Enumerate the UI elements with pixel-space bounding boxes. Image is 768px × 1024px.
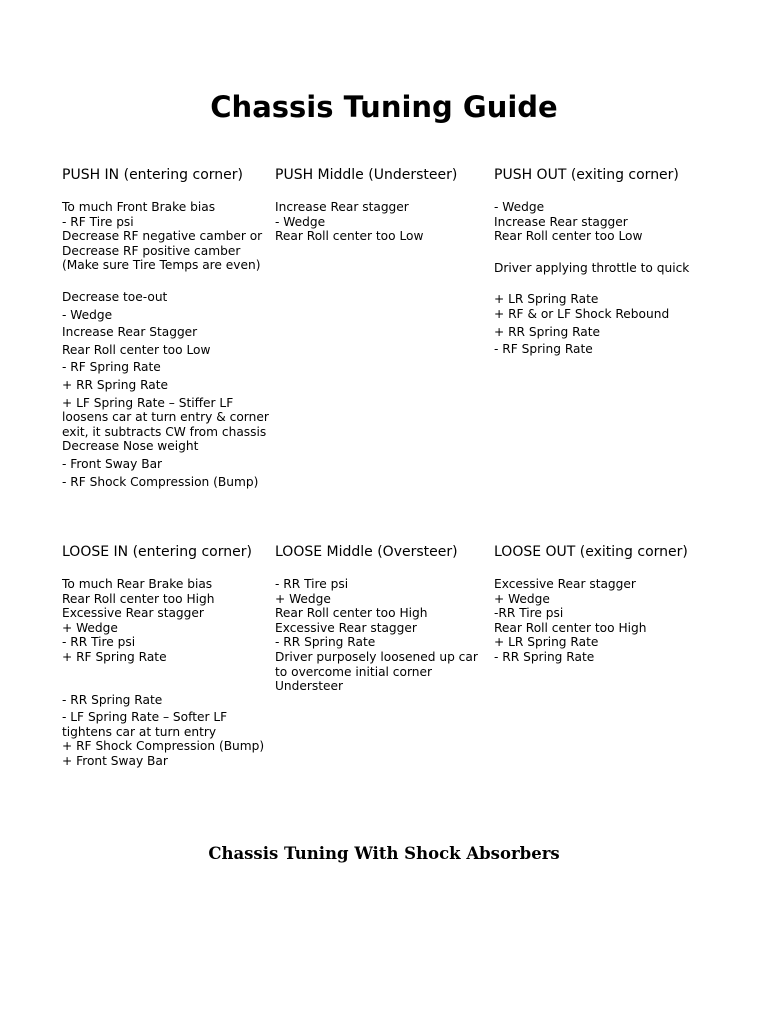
section-subtitle: Chassis Tuning With Shock Absorbers	[208, 844, 560, 863]
loose-in-entry: To much Rear Brake bias	[62, 577, 213, 591]
loose-in-entry: - RR Tire psi	[62, 635, 136, 650]
push-in-entry: + LF Spring Rate – Stiffer LF loosens car at turn entry & corner exit, it subtracts CW from chassis	[62, 395, 269, 439]
loose-out-entry: -RR Tire psi	[494, 606, 564, 621]
loose-out-heading: LOOSE OUT (exiting corner)	[494, 544, 688, 560]
push-in-column	[62, 166, 274, 489]
push-middle-entry: Rear Roll center too Low	[275, 229, 424, 244]
push-middle-entry: Increase Rear stagger	[275, 200, 409, 214]
loose-in-entry: + RF Spring Rate	[62, 649, 167, 664]
push-out-entry: + LR Spring Rate	[494, 292, 599, 307]
push-out-entry: Increase Rear stagger	[494, 214, 628, 229]
loose-in-entry: - LF Spring Rate – Softer LF tightens car at turn entry	[62, 710, 228, 739]
push-in-entry: - Wedge	[62, 307, 113, 322]
push-out-entry: - RF Spring Rate	[494, 342, 593, 357]
loose-middle-column	[275, 543, 489, 694]
push-in-entry: Rear Roll center too Low	[62, 342, 211, 357]
loose-middle-heading: LOOSE Middle (Oversteer)	[275, 544, 458, 560]
push-middle-column	[275, 166, 489, 244]
loose-middle-entry: - RR Spring Rate	[275, 635, 376, 650]
loose-middle-entry: Rear Roll center too High	[275, 606, 428, 621]
push-in-entry: - Front Sway Bar	[62, 456, 163, 471]
page-title: Chassis Tuning Guide	[210, 90, 558, 124]
push-middle-entry: - Wedge	[275, 214, 326, 229]
push-in-entry: + RR Spring Rate	[62, 377, 169, 392]
push-out-entry: + RR Spring Rate	[494, 324, 601, 339]
loose-in-heading: LOOSE IN (entering corner)	[62, 544, 252, 560]
loose-in-entry: Rear Roll center too High	[62, 591, 215, 606]
push-out-entry: Driver applying throttle to quick	[494, 260, 690, 275]
push-in-entry: Decrease toe-out	[62, 289, 168, 304]
push-in-entry: Decrease RF negative camber or Decrease RF positive camber (Make sure Tire Temps are even)	[62, 229, 263, 273]
loose-in-entry: + Wedge	[62, 620, 118, 635]
push-out-column	[494, 166, 724, 357]
push-in-entry: Increase Rear Stagger	[62, 325, 198, 340]
push-in-entry: To much Front Brake bias	[62, 200, 216, 214]
loose-middle-entry: Excessive Rear stagger	[275, 620, 417, 635]
push-out-entry: + RF & or LF Shock Rebound	[494, 306, 670, 321]
loose-out-entry: Rear Roll center too High	[494, 620, 647, 635]
push-middle-heading: PUSH Middle (Understeer)	[275, 167, 458, 183]
push-in-entry: - RF Shock Compression (Bump)	[62, 474, 259, 489]
loose-in-entry: + Front Sway Bar	[62, 753, 168, 768]
loose-middle-entry: - RR Tire psi	[275, 577, 349, 591]
push-out-entry: - Wedge	[494, 200, 545, 214]
loose-middle-entry: Driver purposely loosened up car to overcome initial corner Understeer	[275, 649, 478, 694]
push-in-entry: - RF Tire psi	[62, 214, 134, 229]
push-in-entry: - RF Spring Rate	[62, 360, 161, 375]
loose-out-entry: - RR Spring Rate	[494, 649, 595, 664]
push-in-heading: PUSH IN (entering corner)	[62, 167, 243, 183]
push-out-entry: Rear Roll center too Low	[494, 229, 643, 244]
push-out-heading: PUSH OUT (exiting corner)	[494, 167, 679, 183]
loose-in-entry: + RF Shock Compression (Bump)	[62, 739, 265, 754]
loose-in-entry: Excessive Rear stagger	[62, 606, 204, 621]
loose-in-entry: - RR Spring Rate	[62, 692, 163, 707]
loose-in-column	[62, 543, 274, 769]
loose-out-entry: Excessive Rear stagger	[494, 577, 636, 591]
loose-out-entry: + Wedge	[494, 591, 550, 606]
loose-out-column	[494, 543, 724, 665]
push-in-entry: Decrease Nose weight	[62, 439, 199, 454]
loose-out-entry: + LR Spring Rate	[494, 635, 599, 650]
loose-middle-entry: + Wedge	[275, 591, 331, 606]
